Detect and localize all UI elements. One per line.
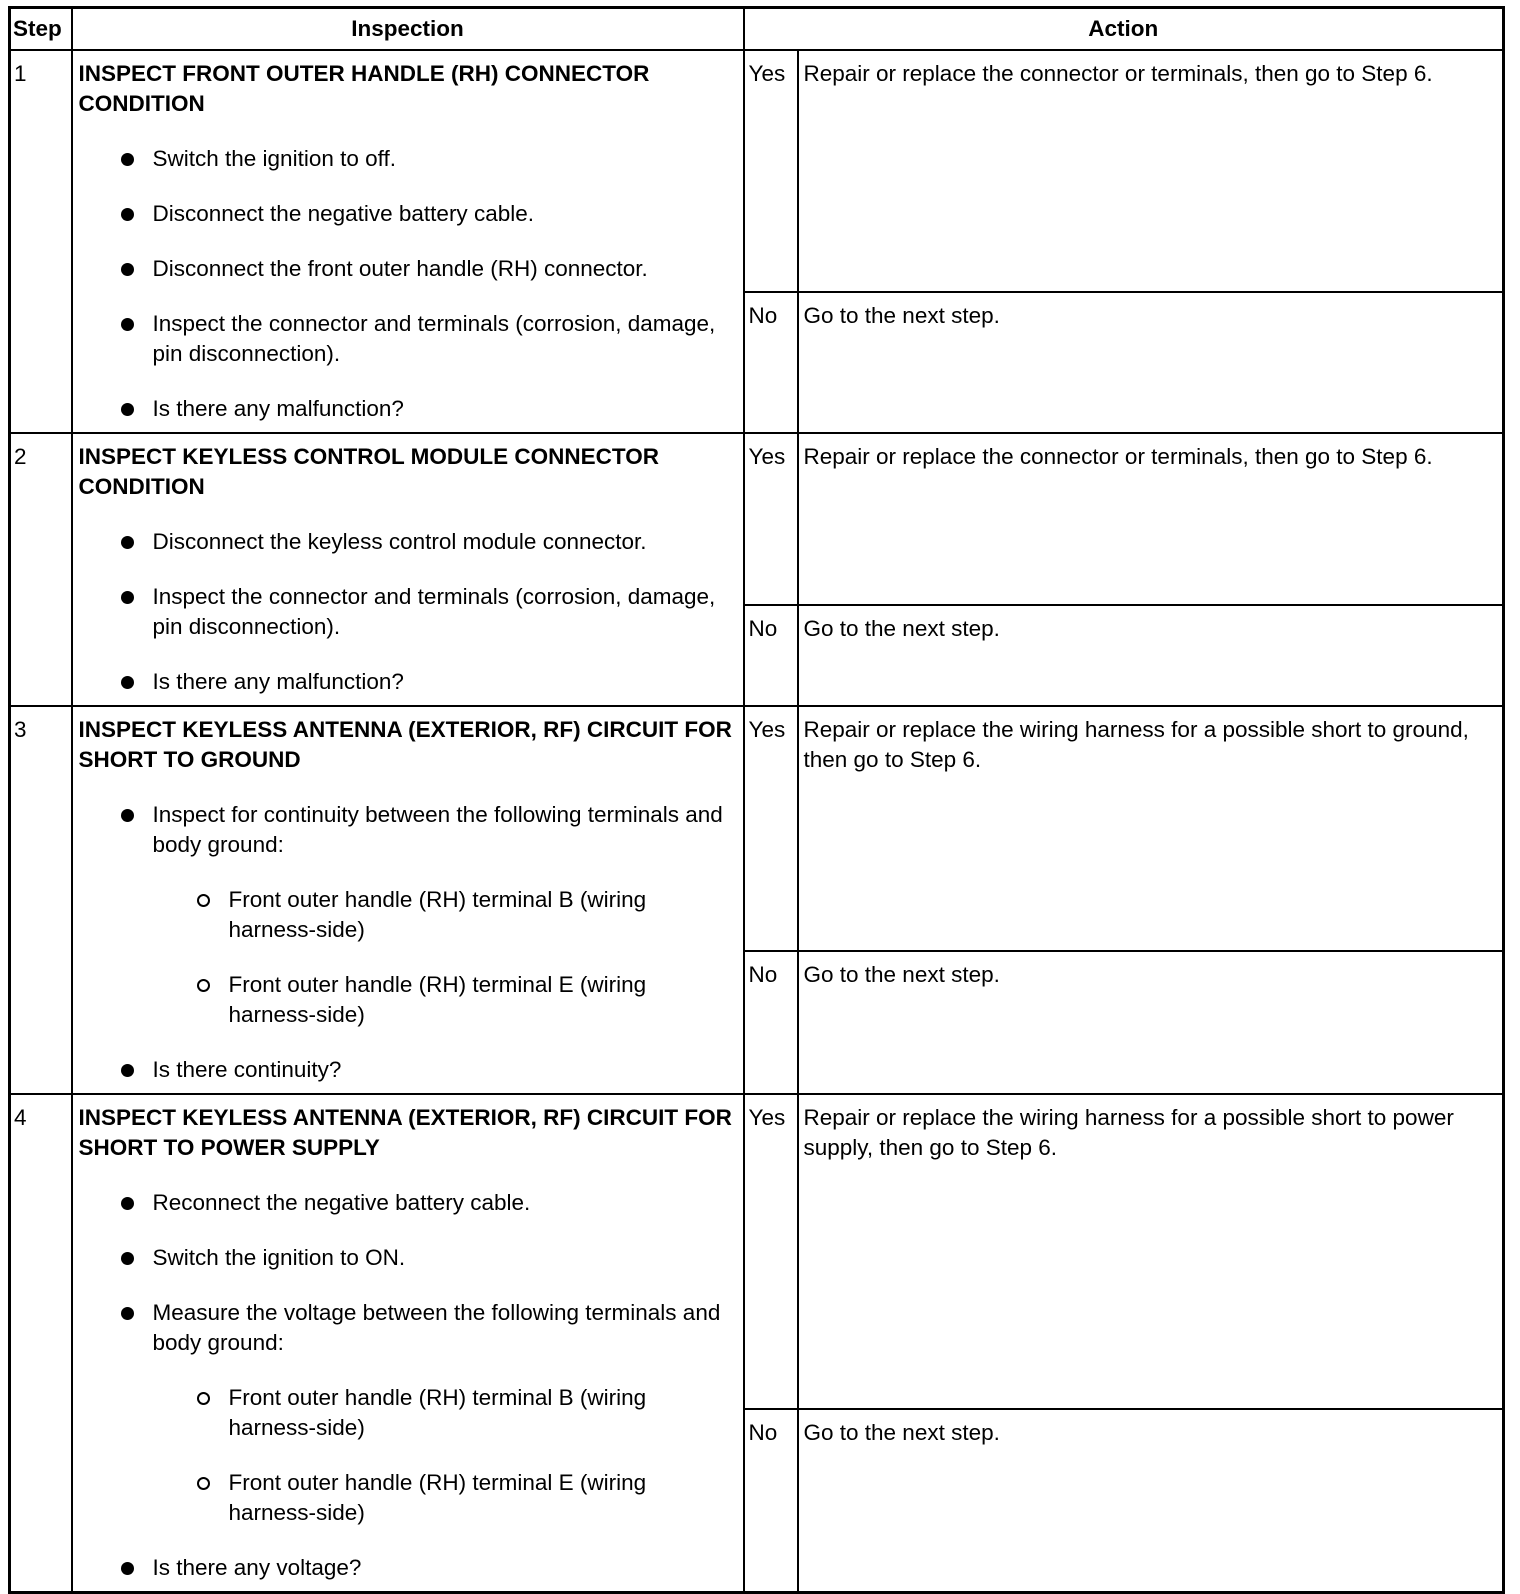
bullet-text: Is there any malfunction? (152, 669, 404, 694)
bullet-text: Disconnect the keyless control module connector. (152, 529, 647, 554)
bullet-text: Inspect the connector and terminals (corrosion, damage, pin disconnection). (152, 311, 716, 366)
bullet-icon (121, 591, 134, 604)
step-number: 1 (10, 50, 72, 433)
bullet-text: Disconnect the front outer handle (RH) connector. (152, 256, 648, 281)
bullet-icon (121, 263, 134, 276)
sub-bullet-text: Front outer handle (RH) terminal E (wiring harness-side) (228, 1470, 647, 1525)
yes-action: Repair or replace the connector or terminals, then go to Step 6. (798, 50, 1504, 292)
list-item (79, 527, 735, 557)
bullet-icon (121, 403, 134, 416)
sub-list-item (153, 1383, 735, 1443)
yes-label: Yes (744, 1094, 798, 1409)
sub-bullet-icon (197, 894, 210, 907)
list-item (79, 1553, 735, 1583)
table-row (10, 50, 1504, 292)
sub-list-item (153, 1468, 735, 1528)
inspection-cell (72, 50, 744, 433)
list-item (79, 309, 735, 369)
sub-bullet-icon (197, 1477, 210, 1490)
sub-bullet-icon (197, 1392, 210, 1405)
bullet-text: Is there any malfunction? (152, 396, 404, 421)
bullet-text: Is there any voltage? (152, 1555, 362, 1580)
bullet-text: Reconnect the negative battery cable. (152, 1190, 531, 1215)
header-step: Step (10, 8, 72, 51)
bullet-icon (121, 208, 134, 221)
bullet-icon (121, 1307, 134, 1320)
bullet-icon (121, 1252, 134, 1265)
bullet-text: Switch the ignition to ON. (152, 1245, 406, 1270)
table-row (10, 433, 1504, 605)
no-label: No (744, 605, 798, 706)
step-title: INSPECT KEYLESS ANTENNA (EXTERIOR, RF) CIRCUIT FOR SHORT TO GROUND (78, 717, 732, 772)
list-item (79, 800, 735, 1030)
bullet-icon (121, 1064, 134, 1077)
no-label: No (744, 292, 798, 433)
bullet-text: Measure the voltage between the following terminals and body ground: (152, 1300, 721, 1355)
list-item (79, 199, 735, 229)
list-item (79, 1055, 735, 1085)
no-action: Go to the next step. (798, 951, 1504, 1094)
no-action: Go to the next step. (798, 1409, 1504, 1592)
bullet-icon (121, 536, 134, 549)
inspection-table (8, 6, 1505, 1594)
header-action: Action (744, 8, 1504, 51)
bullet-text: Inspect the connector and terminals (corrosion, damage, pin disconnection). (152, 584, 716, 639)
list-item (79, 582, 735, 642)
step-number: 4 (10, 1094, 72, 1593)
list-item (79, 1243, 735, 1273)
yes-action: Repair or replace the connector or terminals, then go to Step 6. (798, 433, 1504, 605)
step-title: INSPECT KEYLESS CONTROL MODULE CONNECTOR CONDITION (78, 444, 659, 499)
yes-label: Yes (744, 433, 798, 605)
step-number: 2 (10, 433, 72, 706)
table-row (10, 706, 1504, 951)
yes-label: Yes (744, 706, 798, 951)
inspection-cell (72, 1094, 744, 1593)
sub-bullet-text: Front outer handle (RH) terminal B (wiring harness-side) (228, 887, 647, 942)
list-item (79, 144, 735, 174)
yes-action: Repair or replace the wiring harness for a possible short to power supply, then go to Step 6. (798, 1094, 1504, 1409)
bullet-text: Switch the ignition to off. (152, 146, 396, 171)
inspection-cell (72, 706, 744, 1094)
no-action: Go to the next step. (798, 292, 1504, 433)
bullet-text: Is there continuity? (152, 1057, 342, 1082)
bullet-icon (121, 809, 134, 822)
bullet-icon (121, 676, 134, 689)
sub-bullet-text: Front outer handle (RH) terminal B (wiring harness-side) (228, 1385, 647, 1440)
bullet-icon (121, 1562, 134, 1575)
sub-bullet-text: Front outer handle (RH) terminal E (wiring harness-side) (228, 972, 647, 1027)
bullet-text: Inspect for continuity between the following terminals and body ground: (152, 802, 723, 857)
no-label: No (744, 951, 798, 1094)
header-inspection: Inspection (72, 8, 744, 51)
table-row (10, 1094, 1504, 1409)
inspection-cell (72, 433, 744, 706)
list-item (79, 394, 735, 424)
step-title: INSPECT FRONT OUTER HANDLE (RH) CONNECTOR CONDITION (78, 61, 650, 116)
bullet-icon (121, 1197, 134, 1210)
header-row (10, 8, 1504, 51)
list-item (79, 1188, 735, 1218)
sub-list-item (153, 970, 735, 1030)
bullet-text: Disconnect the negative battery cable. (152, 201, 534, 226)
no-label: No (744, 1409, 798, 1592)
yes-label: Yes (744, 50, 798, 292)
procedure-document (8, 6, 1505, 1594)
step-title: INSPECT KEYLESS ANTENNA (EXTERIOR, RF) CIRCUIT FOR SHORT TO POWER SUPPLY (78, 1105, 732, 1160)
bullet-icon (121, 153, 134, 166)
list-item (79, 254, 735, 284)
step-number: 3 (10, 706, 72, 1094)
sub-bullet-icon (197, 979, 210, 992)
list-item (79, 667, 735, 697)
bullet-icon (121, 318, 134, 331)
sub-list-item (153, 885, 735, 945)
yes-action: Repair or replace the wiring harness for a possible short to ground, then go to Step 6. (798, 706, 1504, 951)
no-action: Go to the next step. (798, 605, 1504, 706)
list-item (79, 1298, 735, 1528)
